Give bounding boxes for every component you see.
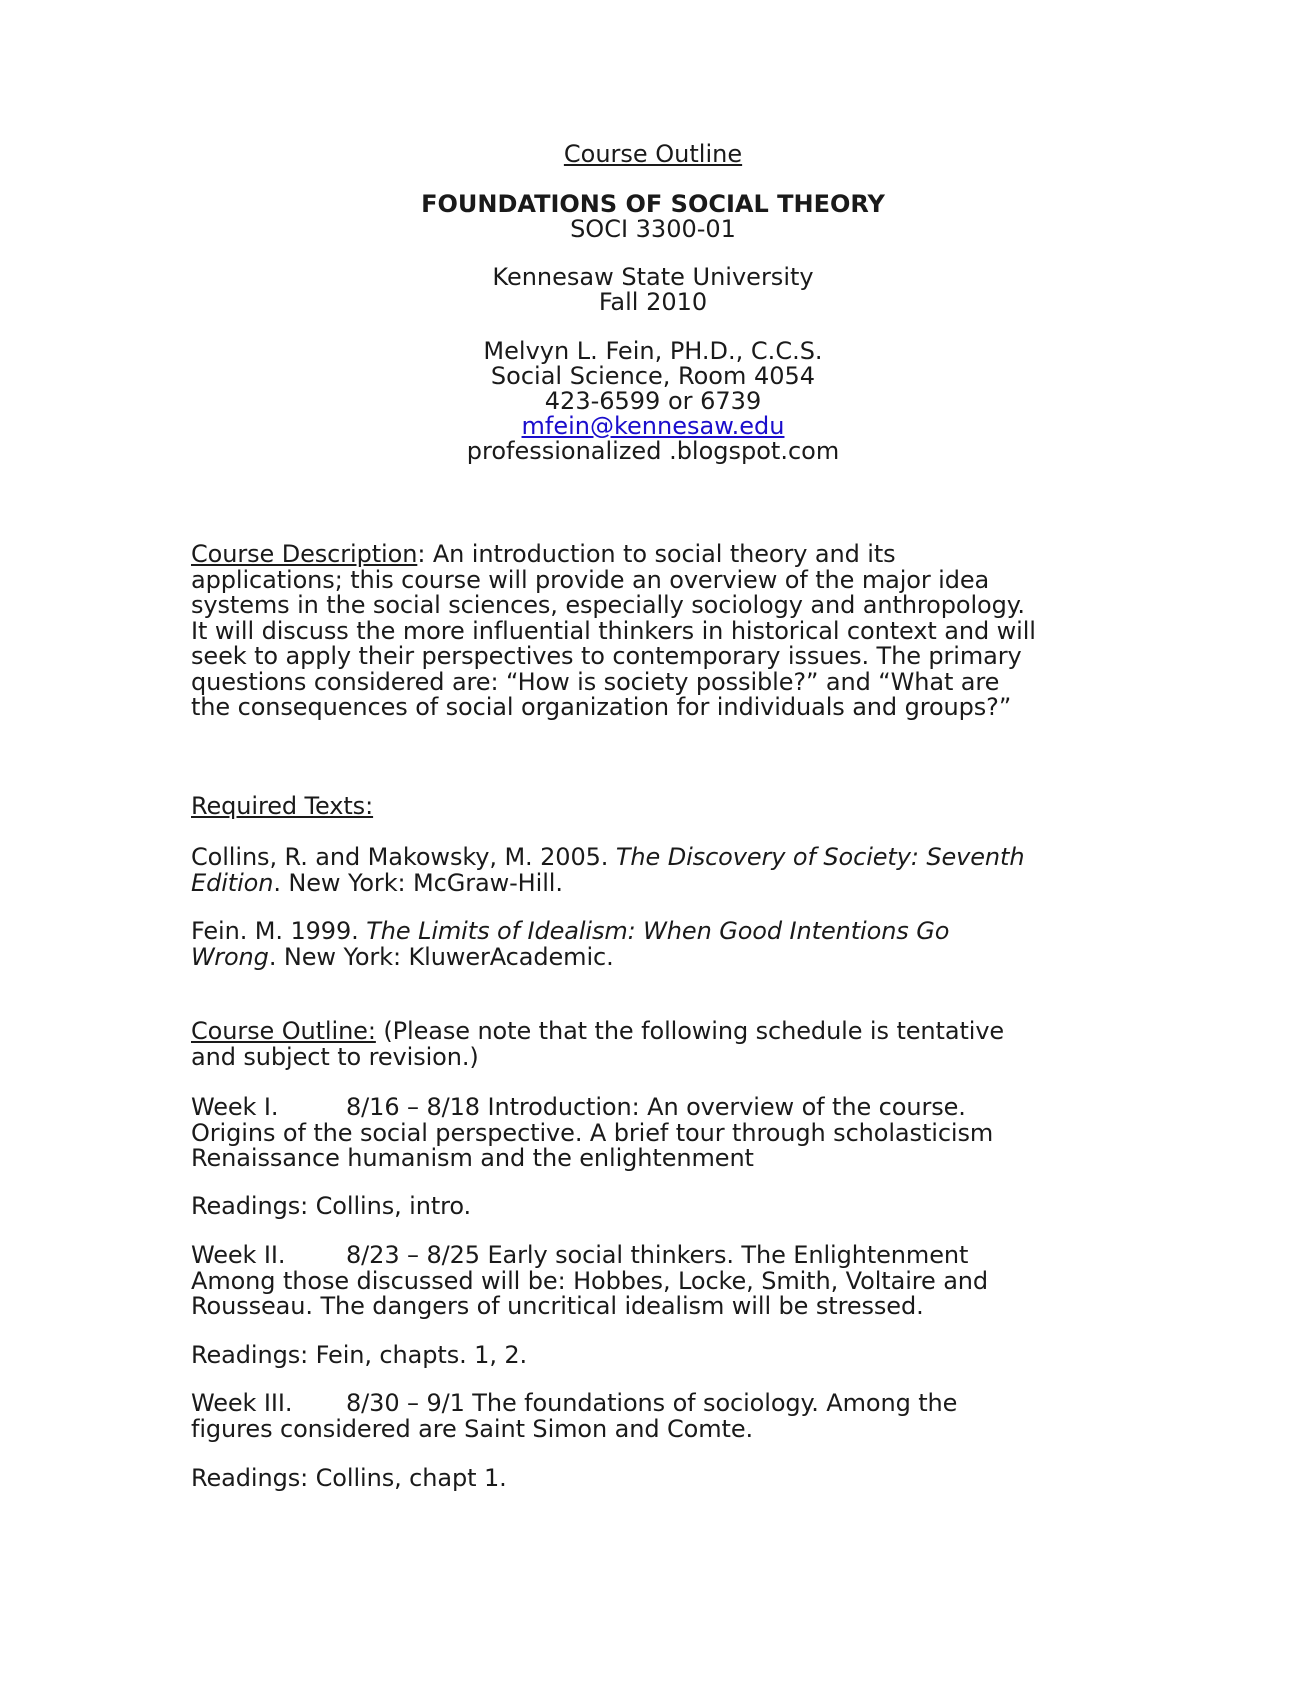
course-outline-label: Course Outline:	[191, 1017, 376, 1045]
blog-address: professionalized .blogspot.com	[466, 437, 840, 465]
header-block	[0, 142, 1306, 167]
course-title: FOUNDATIONS OF SOCIAL THEORY	[421, 190, 885, 218]
book-title: Wrong	[191, 942, 269, 971]
book-title: The Discovery of Society: Seventh	[615, 843, 1025, 871]
week-label: Week III.	[191, 1389, 293, 1417]
required-texts-heading-block	[191, 794, 1111, 820]
course-description	[191, 542, 1111, 721]
description-line: systems in the social sciences, especially sociology and anthropology.	[191, 591, 1025, 619]
instructor-block	[0, 339, 1306, 464]
description-label: Course Description	[191, 540, 418, 568]
description-line: applications; this course will provide an overview of the major idea	[191, 565, 990, 594]
week-label: Week II.	[191, 1241, 286, 1269]
outline-heading: Course Outline	[563, 140, 743, 168]
book-entry: Collins, R. and Makowsky, M. 2005. The Discovery of Society: Seventh Edition. New York: McGraw-Hill.	[191, 843, 1025, 897]
required-texts-label: Required Texts:	[191, 792, 374, 820]
description-line: It will discuss the more influential thinkers in historical context and will	[191, 616, 1036, 645]
description-line: the consequences of social organization for individuals and groups?”	[191, 693, 1012, 721]
university-name: Kennesaw State University	[492, 263, 814, 291]
week-readings: Readings: Fein, chapts. 1, 2.	[191, 1341, 528, 1369]
book-title: Edition	[191, 868, 274, 897]
phone-number: 423-6599 or 6739	[544, 387, 762, 415]
week-entry: Week I. 8/16 – 8/18 Introduction: An overview of the course. Origins of the social perspective. A brief tour through scholasticism Renaissance humanism and the enlightenment	[191, 1093, 994, 1172]
description-line: Course Description: An introduction to social theory and its	[191, 540, 896, 568]
term: Fall 2010	[598, 288, 708, 316]
university-block	[0, 265, 1306, 315]
course-outline-intro: Course Outline: (Please note that the following schedule is tentative and subject to revision.)	[191, 1017, 1005, 1071]
week-readings: Readings: Collins, intro.	[191, 1192, 472, 1220]
description-line: seek to apply their perspectives to contemporary issues. The primary	[191, 642, 1022, 670]
instructor-name: Melvyn L. Fein, PH.D., C.C.S.	[483, 337, 823, 365]
course-code: SOCI 3300-01	[570, 215, 736, 243]
week-entry: Week II. 8/23 – 8/25 Early social thinkers. The Enlightenment Among those discussed will be: Hobbes, Locke, Smith, Voltaire and Rousseau. The dangers of uncritical idealism will be stressed.	[191, 1241, 989, 1320]
week-readings: Readings: Collins, chapt 1.	[191, 1464, 507, 1492]
office-location: Social Science, Room 4054	[490, 362, 816, 390]
description-line: questions considered are: “How is society possible?” and “What are	[191, 667, 1000, 696]
week-entry: Week III. 8/30 – 9/1 The foundations of sociology. Among the figures considered are Saint Simon and Comte.	[191, 1389, 958, 1443]
book-title: The Limits of Idealism: When Good Intentions Go	[366, 917, 950, 945]
week-label: Week I.	[191, 1093, 279, 1121]
email-link[interactable]: mfein@kennesaw.edu	[521, 412, 785, 440]
book-entry: Fein. M. 1999. The Limits of Idealism: When Good Intentions Go Wrong. New York: KluwerAcademic.	[191, 917, 950, 971]
course-title-block	[0, 192, 1306, 242]
